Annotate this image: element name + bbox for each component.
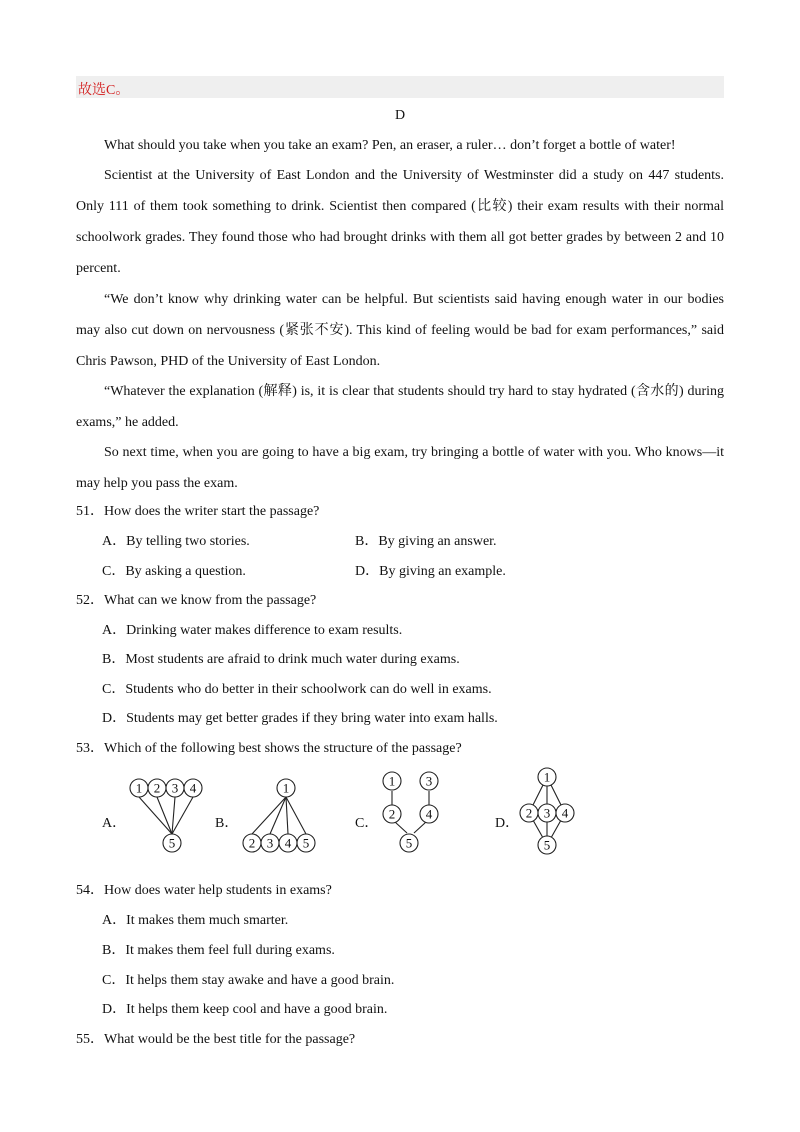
passage-paragraph-3: “We don’t know why drinking water can be helpful. But scientists said having enough water in our bodies may also cut down on nervousness (紧张不安). This kind of feeling would be bad for exam performances,” said Chris Pawson, PHD of the University of East London. (76, 292, 724, 369)
node-2: 2 (248, 835, 256, 851)
node-2: 2 (525, 805, 533, 821)
node-4: 4 (189, 780, 197, 796)
section-letter: D (394, 108, 406, 123)
node-4: 4 (561, 805, 569, 821)
question-54-stem: 54．How does water help students in exams? (76, 883, 332, 898)
answer-note: 故选C。 (78, 83, 130, 98)
node-4: 4 (284, 835, 292, 851)
passage-paragraph-5: So next time, when you are going to have a big exam, try bringing a bottle of water with you. Who knows—it may help you pass the exam. (76, 445, 724, 491)
node-3: 3 (171, 780, 179, 796)
answer-note-banner (76, 76, 724, 98)
node-5: 5 (543, 837, 551, 853)
structure-diagram-c (375, 768, 455, 858)
node-2: 2 (388, 806, 396, 822)
q52-option-d[interactable]: D．Students may get better grades if they bring water into exam halls. (102, 711, 498, 726)
q51-option-c[interactable]: C．By asking a question. (102, 564, 246, 579)
q51-option-a[interactable]: A．By telling two stories. (102, 534, 250, 549)
node-1: 1 (135, 780, 143, 796)
node-4: 4 (425, 806, 433, 822)
q52-option-c[interactable]: C．Students who do better in their schoolwork can do well in exams. (102, 682, 492, 697)
passage-paragraph-2: Scientist at the University of East London and the University of Westminster did a study on 447 students. Only 111 of them took something to drink. Scientist then compared (比较) their exam results with their normal schoolwork grades. They found those who had brought drinks with them all got better grades by between 2 and 10 percent. (76, 168, 724, 276)
node-1: 1 (282, 780, 290, 796)
q53-option-b[interactable]: B． (215, 816, 239, 831)
structure-diagram-d (515, 765, 585, 857)
structure-diagram-a (125, 775, 215, 857)
passage-paragraph-1: What should you take when you take an exam? Pen, an eraser, a ruler… don’t forget a bottle of water! (104, 138, 676, 153)
q51-option-b[interactable]: B．By giving an answer. (355, 534, 497, 549)
passage-paragraph-4: “Whatever the explanation (解释) is, it is clear that students should try hard to stay hydrated (含水的) during exams,” he added. (76, 384, 724, 430)
q54-option-c[interactable]: C．It helps them stay awake and have a good brain. (102, 973, 395, 988)
question-53-stem: 53．Which of the following best shows the structure of the passage? (76, 741, 462, 756)
node-2: 2 (153, 780, 161, 796)
question-51-stem: 51．How does the writer start the passage? (76, 504, 320, 519)
q54-option-d[interactable]: D．It helps them keep cool and have a good brain. (102, 1002, 388, 1017)
node-3: 3 (425, 773, 433, 789)
q51-option-d[interactable]: D．By giving an example. (355, 564, 506, 579)
q53-option-a[interactable]: A． (102, 816, 127, 831)
question-52-stem: 52．What can we know from the passage? (76, 593, 317, 608)
node-5: 5 (405, 835, 413, 851)
q54-option-b[interactable]: B．It makes them feel full during exams. (102, 943, 335, 958)
q54-option-a[interactable]: A．It makes them much smarter. (102, 913, 289, 928)
question-55-stem: 55．What would be the best title for the passage? (76, 1032, 356, 1047)
q52-option-a[interactable]: A．Drinking water makes difference to exam results. (102, 623, 403, 638)
node-5: 5 (168, 835, 176, 851)
structure-diagram-b (238, 775, 328, 857)
node-1: 1 (543, 769, 551, 785)
node-3: 3 (266, 835, 274, 851)
q52-option-b[interactable]: B．Most students are afraid to drink much water during exams. (102, 652, 460, 667)
node-5: 5 (302, 835, 310, 851)
q53-option-d[interactable]: D． (495, 816, 520, 831)
q53-option-c[interactable]: C． (355, 816, 379, 831)
node-1: 1 (388, 773, 396, 789)
node-3: 3 (543, 805, 551, 821)
